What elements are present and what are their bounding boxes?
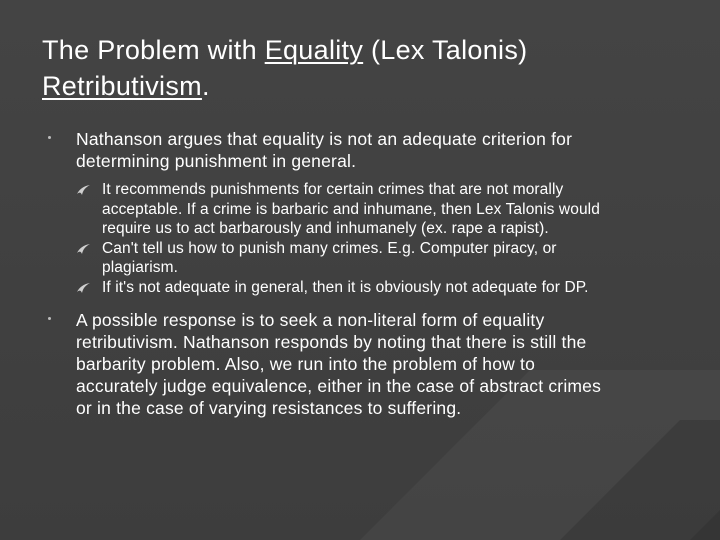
title-underlined-equality: Equality	[264, 35, 364, 65]
swoosh-bullet-icon	[76, 282, 91, 294]
sub-bullet-item	[76, 239, 620, 278]
dot-bullet-icon	[48, 317, 51, 320]
slide-content	[48, 128, 620, 419]
bullet-item	[48, 309, 620, 419]
sub-bullet-item	[76, 180, 620, 239]
sub-bullet-text: Can't tell us how to punish many crimes. E.g. Computer piracy, or plagiarism.	[102, 239, 557, 276]
dot-bullet-icon	[48, 136, 51, 139]
swoosh-bullet-icon	[76, 184, 91, 196]
sub-bullet-list	[76, 180, 620, 297]
swoosh-bullet-icon	[76, 243, 91, 255]
bullet-text: Nathanson argues that equality is not an adequate criterion for determining punishment in general.	[76, 129, 573, 171]
sub-bullet-text: It recommends punishments for certain crimes that are not morally acceptable. If a crime is barbaric and inhumane, then Lex Talonis would require us to act barbarously and inhumanely (ex. rape a rapist).	[102, 181, 600, 237]
title-middle: (Lex Talonis)	[363, 35, 528, 65]
title-suffix: .	[201, 71, 210, 101]
title-underlined-retributivism: Retributivism	[42, 71, 202, 101]
title-prefix: The Problem with	[42, 35, 265, 65]
sub-bullet-item	[76, 278, 620, 298]
sub-bullet-text: If it's not adequate in general, then it is obviously not adequate for DP.	[102, 278, 589, 296]
bullet-text: A possible response is to seek a non-literal form of equality retributivism. Nathanson responds by noting that there is still the barbarity problem. Also, we run into the problem of how to accurately judge equivalence, either in the case of abstract crimes or in the case of varying resistances to suffering.	[76, 310, 602, 418]
bullet-item	[48, 128, 620, 297]
slide-title	[42, 32, 682, 104]
